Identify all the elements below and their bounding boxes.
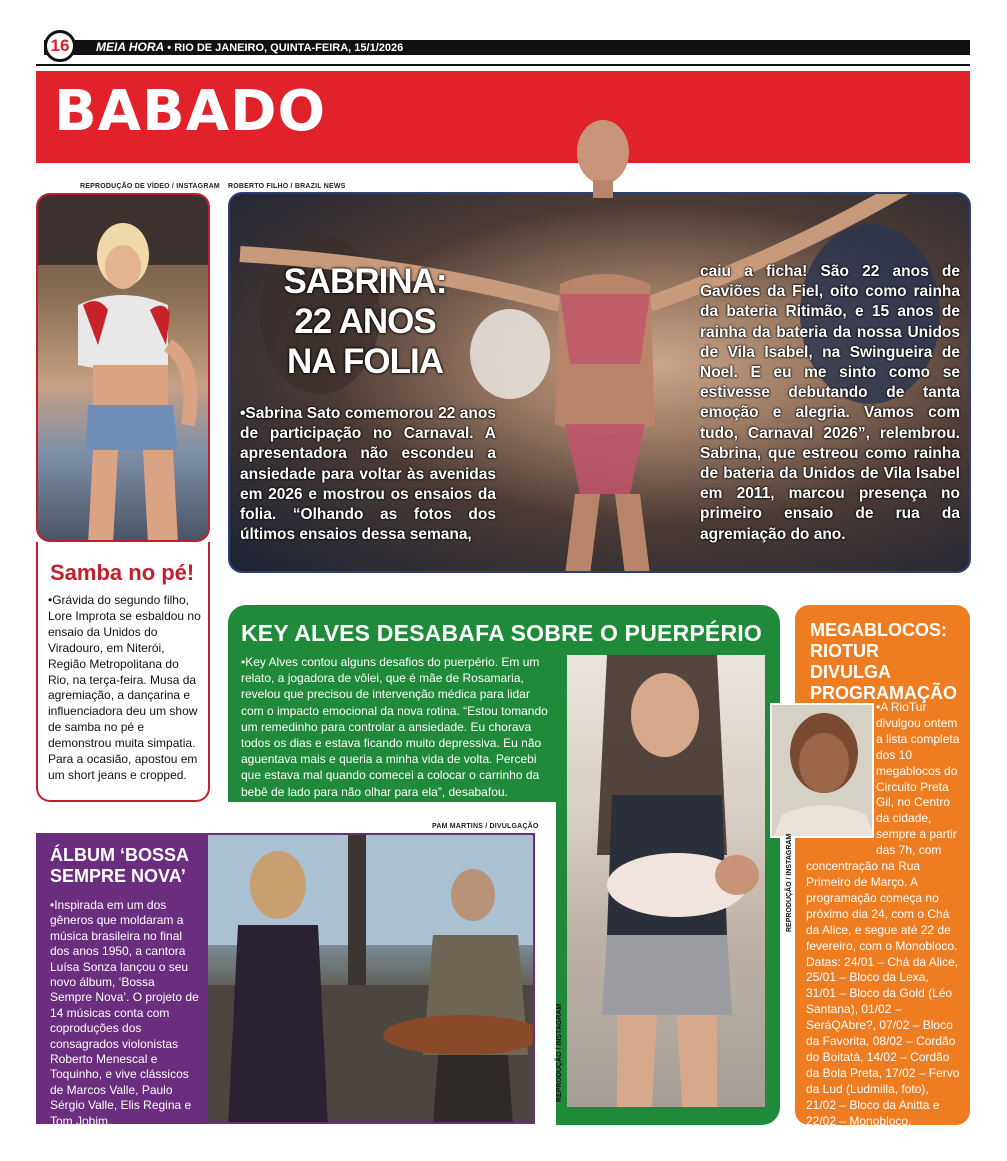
bossa-album-photo: [206, 833, 535, 1124]
section-banner: [36, 71, 970, 163]
sabrina-headline: [240, 262, 490, 382]
headline-line-3: NA FOLIA: [287, 342, 443, 381]
key-alves-headline: KEY ALVES DESABAFA SOBRE O PUERPÉRIO: [241, 620, 762, 646]
photo-credit-sabrina: ROBERTO FILHO / BRAZIL NEWS: [228, 183, 346, 190]
sabrina-body-right: caiu a ficha! São 22 anos de Gaviões da Fiel, oito como rainha da bateria Ritimão, e 15 anos de rainha da bateria da nossa Unidos de Vila Isabel, na Swingueira de Noel. E eu me sinto como se estivesse debutando de tanta emoção e alegria. Vamos com tudo, Carnaval 2026”, relembrou. Sabrina, que estreou como rainha de bateria da Unidos de Vila Isabel em 2011, marcou presença no primeiro ensaio de rua da agremiação do ano.: [700, 263, 960, 543]
bossa-body: •Inspirada em um dos gêneros que moldaram a música brasileira no final dos anos 1950, a cantora Luísa Sonza lançou o seu novo álbum, ‘Bossa Sempre Nova’. O projeto de 14 músicas conta com coproduções dos consagrados violonistas Roberto Menescal e Toquinho, e vive clássicos de Marcos Valle, Paulo Sérgio Valle, Elis Regina e Tom Jobim.: [50, 898, 199, 1128]
newspaper-brand: MEIA HORA: [96, 40, 165, 54]
lore-headline: Samba no pé!: [50, 560, 195, 585]
dancer-illustration: [38, 195, 210, 542]
lore-improta-photo: [36, 193, 210, 542]
mother-baby-illustration: [567, 655, 765, 1107]
lore-body: •Grávida do segundo filho, Lore Improta se esbaldou no ensaio da Unidos do Viradouro, em Niterói, Região Metropolitana do Rio, na terça-feira. Musa da agremiação, a dançarina e influenciadora deu um show de samba no pé e demonstrou muita simpatia. Para a ocasião, apostou em um short jeans e cropped.: [48, 593, 201, 782]
key-alves-photo: [567, 655, 765, 1107]
photo-credit-key-alves: REPRODUÇÃO / INSTAGRAM: [556, 1003, 563, 1102]
page-header-bar: [44, 40, 970, 55]
photo-credit-lore: REPRODUÇÃO DE VÍDEO / INSTAGRAM: [80, 183, 220, 190]
key-alves-body: •Key Alves contou alguns desafios do puerpério. Em um relato, a jogadora de vôlei, que é mãe de Rosamaria, revelou que precisou de intervenção médica para lidar com o impacto emocional da nova rotina. “Estou tomando um remedinho para controlar a ansiedade. Eu chorava todos os dias e estava ficando muito depressiva. Eu não aguentava mais e queria a minha vida de volta. Percebi que estava mal quando comecei a colocar o carrinho da bebê de lado para não olhar para ela”, desabafou.: [241, 655, 548, 799]
date-text: • RIO DE JANEIRO, QUINTA-FEIRA, 15/1/2026: [167, 42, 404, 54]
headline-line-1: SABRINA:: [283, 262, 447, 301]
musicians-illustration: [208, 835, 535, 1124]
sabrina-body-left: •Sabrina Sato comemorou 22 anos de participação no Carnaval. A apresentadora não escondeu a ansiedade para voltar às avenidas em 2026 e mostrou os ensaios da folia. “Olhando as fotos dos últimos ensaios dessa semana,: [240, 405, 496, 544]
headline-line-2: 22 ANOS: [294, 302, 436, 341]
text-wrap-spacer: [806, 700, 876, 848]
megablocos-headline: MEGABLOCOS: RIOTUR DIVULGA PROGRAMAÇÃO: [810, 620, 957, 703]
dateline: [96, 40, 403, 55]
megablocos-body-text: •A RioTur divulgou ontem a lista completa dos 10 megablocos do Circuito Preta Gil, no Centro da cidade, sempre a partir das 7h, com concentração na Rua Primeiro de Março. A programação começa no próximo dia 24, com o Chá da Alice, e segue até 22 de fevereiro, com o Monobloco. Datas: 24/01 – Chá da Alice, 25/01 – Bloco da Lexa, 31/01 – Bloco da Gold (Léo Santana), 01/02 – SeráQAbre?, 07/02 – Bloco da Favorita, 08/02 – Cordão do Boitatá, 14/02 – Cordão da Bola Preta, 17/02 – Fervo da Lud (Ludmilla, foto), 21/02 – Bloco da Anitta e 22/02 – Monobloco.: [806, 700, 960, 1128]
head-illustration: [575, 118, 631, 198]
page-number: 16: [44, 30, 76, 62]
header-rule: [36, 64, 970, 66]
photo-credit-bossa: PAM MARTINS / DIVULGAÇÃO: [432, 823, 539, 830]
photo-credit-ludmilla: REPRODUÇÃO / INSTAGRAM: [786, 833, 793, 932]
sabrina-head: [575, 118, 631, 198]
megablocos-body: [806, 700, 960, 1129]
bossa-headline: ÁLBUM ‘BOSSA SEMPRE NOVA’: [50, 845, 189, 886]
section-title: BABADO: [54, 79, 327, 144]
